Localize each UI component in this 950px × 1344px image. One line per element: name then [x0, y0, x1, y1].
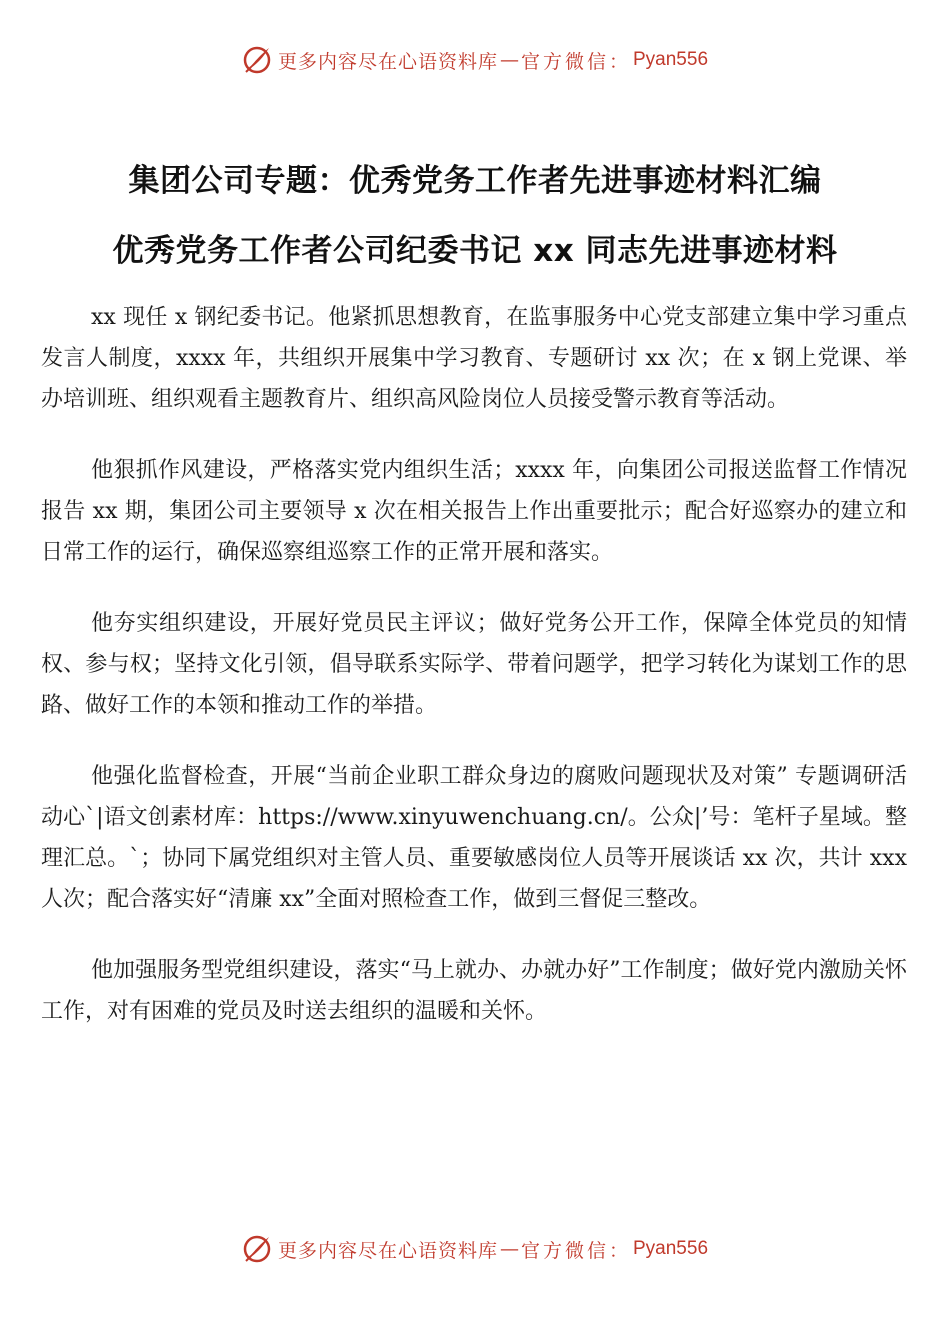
quill-pen-circle-logo-icon: [242, 1234, 272, 1264]
quill-pen-circle-logo-icon: [242, 45, 272, 75]
paragraph: 他夯实组织建设，开展好党员民主评议；做好党务公开工作，保障全体党员的知情权、参与权；坚持文化引领，倡导联系实际学、带着问题学，把学习转化为谋划工作的思路、做好工作的本领和推动工作的举措。: [41, 611, 907, 718]
banner-dash: —: [499, 49, 519, 71]
document-subtitle: 优秀党务工作者公司纪委书记 xx 同志先进事迹材料: [112, 233, 838, 269]
footer-wechat-label: 官方微信：: [520, 1239, 631, 1262]
footer-wechat-id: Pyan556: [633, 1238, 709, 1259]
paragraph: 他强化监督检查，开展“当前企业职工群众身边的腐败问题现状及对策” 专题调研活动心`|语文创素材库：https://www.xinyuwenchuang.cn/。公众|’号：笔杆子星域。整理汇总。`；协同下属党组织对主管人员、重要敏感岗位人员等开展谈话 xx 次，共计 xxx 人次；配合落实好“清廉 xx”全面对照检查工作，做到三督促三整改。: [41, 764, 907, 912]
header-banner: [0, 40, 950, 80]
banner-main-text: 更多内容尽在心语资料库: [277, 50, 498, 73]
footer-dash: —: [499, 1238, 519, 1260]
footer-banner: [0, 1229, 950, 1269]
paragraph: 他加强服务型党组织建设，落实“马上就办、办就办好”工作制度；做好党内激励关怀工作，对有困难的党员及时送去组织的温暖和关怀。: [41, 958, 907, 1024]
banner-wechat-id: Pyan556: [633, 49, 709, 70]
paragraph: xx 现任 x 钢纪委书记。他紧抓思想教育，在监事服务中心党支部建立集中学习重点发言人制度，xxxx 年，共组织开展集中学习教育、专题研讨 xx 次；在 x 钢上党课、举办培训班、组织观看主题教育片、组织高风险岗位人员接受警示教育等活动。: [41, 305, 907, 412]
footer-main-text: 更多内容尽在心语资料库: [277, 1239, 498, 1262]
banner-wechat-label: 官方微信：: [520, 50, 631, 73]
document-title: 集团公司专题：优秀党务工作者先进事迹材料汇编: [128, 163, 822, 199]
paragraph: 他狠抓作风建设，严格落实党内组织生活；xxxx 年，向集团公司报送监督工作情况报告 xx 期，集团公司主要领导 x 次在相关报告上作出重要批示；配合好巡察办的建立和日常工作的运行，确保巡察组巡察工作的正常开展和落实。: [41, 458, 907, 565]
document-body: [41, 297, 907, 1062]
